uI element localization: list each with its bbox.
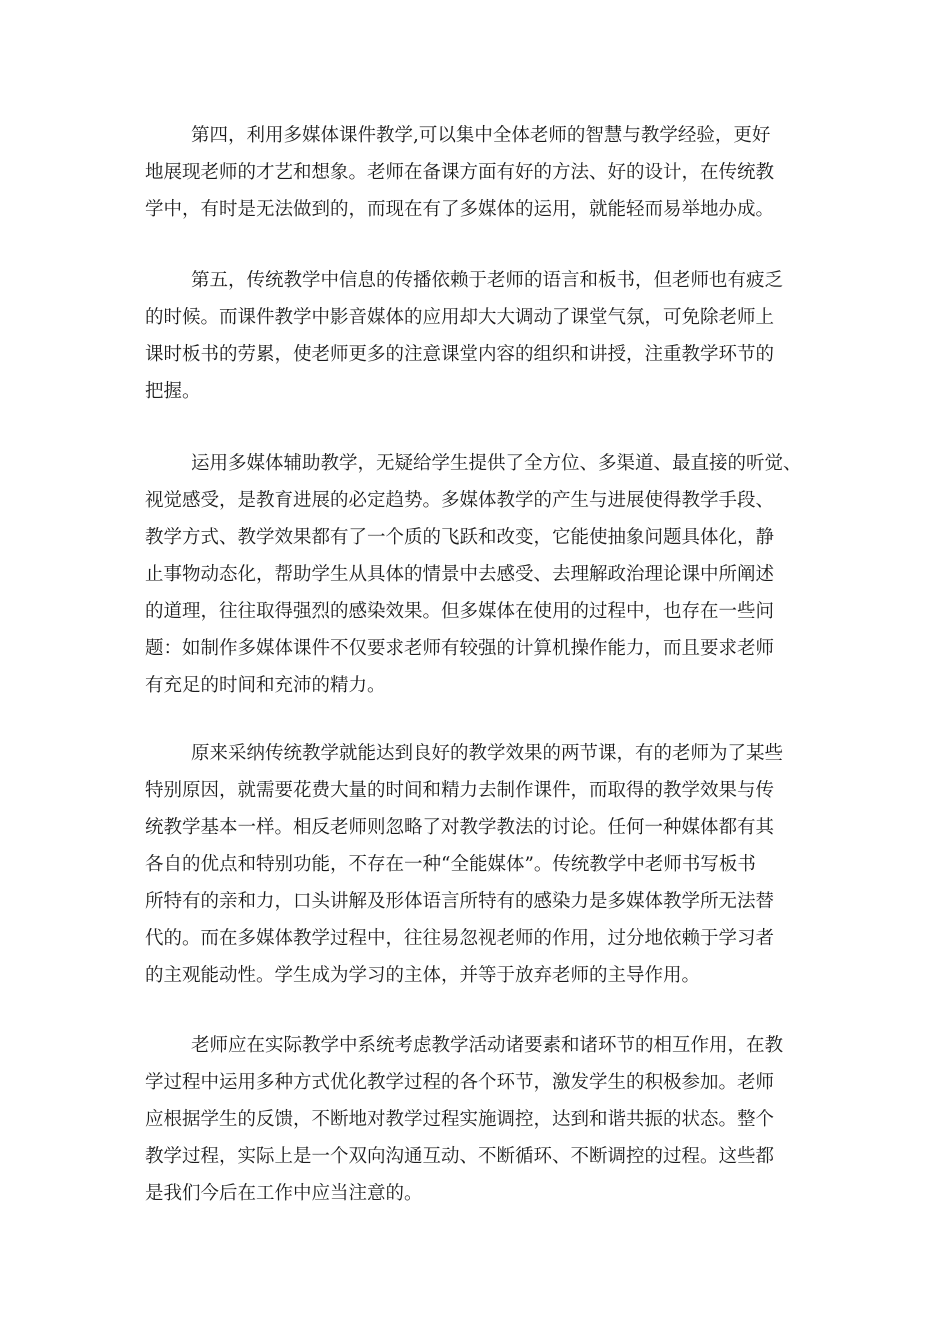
text-line: 是我们今后在工作中应当注意的。 <box>145 1183 423 1204</box>
text-line: 把握。 <box>145 381 201 402</box>
text-line: 运用多媒体辅助教学，无疑给学生提供了全方位、多渠道、最直接的听觉、 <box>191 453 802 474</box>
paragraph-traditional-vs-multimedia <box>145 735 810 994</box>
paragraph-fourth-point <box>145 117 810 228</box>
text-line: 代的。而在多媒体教学过程中，往往易忽视老师的作用，过分地依赖于学习者 <box>145 928 775 949</box>
text-line: 各自的优点和特别功能，不存在一种“全能媒体”。传统教学中老师书写板书 <box>145 854 756 875</box>
paragraph-fifth-point <box>145 262 810 410</box>
text-line: 原来采纳传统教学就能达到良好的教学效果的两节课，有的老师为了某些 <box>191 743 784 764</box>
text-line: 视觉感受，是教育进展的必定趋势。多媒体教学的产生与进展使得教学手段、 <box>145 490 775 511</box>
text-line: 学过程中运用多种方式优化教学过程的各个环节，激发学生的积极参加。老师 <box>145 1072 775 1093</box>
text-line: 学中，有时是无法做到的，而现在有了多媒体的运用，就能轻而易举地办成。 <box>145 199 775 220</box>
text-line: 老师应在实际教学中系统考虑教学活动诸要素和诸环节的相互作用，在教 <box>191 1035 784 1056</box>
text-line: 地展现老师的才艺和想象。老师在备课方面有好的方法、好的设计，在传统教 <box>145 162 775 183</box>
text-line: 特别原因，就需要花费大量的时间和精力去制作课件，而取得的教学效果与传 <box>145 780 775 801</box>
text-line: 的时候。而课件教学中影音媒体的应用却大大调动了课堂气氛，可免除老师上 <box>145 307 775 328</box>
text-line: 的主观能动性。学生成为学习的主体，并等于放弃老师的主导作用。 <box>145 965 701 986</box>
text-line: 止事物动态化，帮助学生从具体的情景中去感受、去理解政治理论课中所阐述 <box>145 564 775 585</box>
text-line: 统教学基本一样。相反老师则忽略了对教学教法的讨论。任何一种媒体都有其 <box>145 817 775 838</box>
text-line: 第四，利用多媒体课件教学,可以集中全体老师的智慧与教学经验，更好 <box>191 125 771 146</box>
text-line: 课时板书的劳累，使老师更多的注意课堂内容的组织和讲授，注重教学环节的 <box>145 344 775 365</box>
text-line: 第五，传统教学中信息的传播依赖于老师的语言和板书，但老师也有疲乏 <box>191 270 784 291</box>
text-line: 所特有的亲和力，口头讲解及形体语言所特有的感染力是多媒体教学所无法替 <box>145 891 775 912</box>
text-line: 应根据学生的反馈，不断地对教学过程实施调控，达到和谐共振的状态。整个 <box>145 1109 775 1130</box>
text-line: 教学方式、教学效果都有了一个质的飞跃和改变，它能使抽象问题具体化，静 <box>145 527 775 548</box>
text-line: 题：如制作多媒体课件不仅要求老师有较强的计算机操作能力，而且要求老师 <box>145 638 775 659</box>
text-line: 的道理，往往取得强烈的感染效果。但多媒体在使用的过程中，也存在一些问 <box>145 601 775 622</box>
paragraph-multimedia-benefits <box>145 445 810 704</box>
text-line: 教学过程，实际上是一个双向沟通互动、不断循环、不断调控的过程。这些都 <box>145 1146 775 1167</box>
paragraph-conclusion <box>145 1027 810 1212</box>
text-line: 有充足的时间和充沛的精力。 <box>145 675 386 696</box>
